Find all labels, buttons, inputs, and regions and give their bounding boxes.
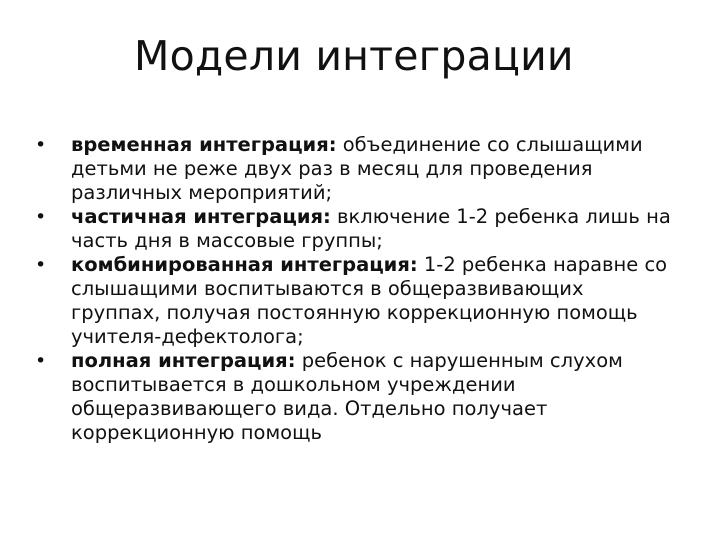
bullet-term: полная интеграция:	[71, 349, 296, 372]
bullet-term: комбинированная интеграция:	[71, 253, 418, 276]
bullet-item-full-integration	[35, 349, 675, 445]
bullet-icon: •	[35, 254, 47, 276]
bullet-icon: •	[35, 206, 47, 228]
bullet-icon: •	[35, 350, 47, 372]
bullet-list	[35, 133, 675, 445]
bullet-item-partial-integration	[35, 205, 675, 253]
bullet-text: 1-2 ребенка наравне со слышащими воспитываются в общеразвивающих группах, получая постоянную коррекционную помощь учителя-дефектолога;	[71, 253, 668, 348]
bullet-term: временная интеграция:	[71, 133, 337, 156]
bullet-text: включение 1-2 ребенка лишь на часть дня в массовые группы;	[71, 205, 671, 252]
bullet-item-temporary-integration	[35, 133, 675, 205]
bullet-term: частичная интеграция:	[71, 205, 331, 228]
bullet-item-combined-integration	[35, 253, 675, 349]
bullet-text: объединение со слышащими детьми не реже двух раз в месяц для проведения различных мероприятий;	[71, 133, 643, 204]
bullet-icon: •	[35, 134, 47, 156]
bullet-text: ребенок с нарушенным слухом воспитывается в дошкольном учреждении общеразвивающего вида. Отдельно получает коррекционную помощь	[71, 349, 623, 444]
slide-title: Модели интеграции	[134, 32, 574, 80]
